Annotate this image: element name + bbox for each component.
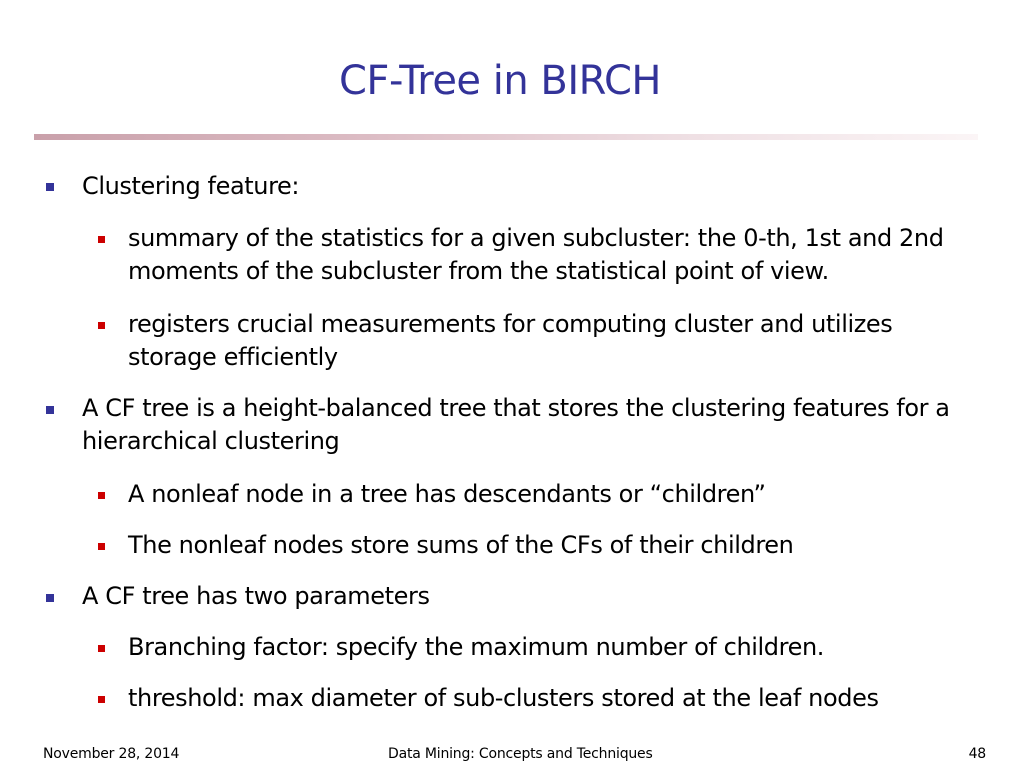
footer-course-title: Data Mining: Concepts and Techniques	[388, 746, 653, 762]
sub-bullet-marker-icon	[98, 543, 105, 550]
sub-bullet-item: registers crucial measurements for computing cluster and utilizes storage efficiently	[128, 310, 893, 371]
sub-bullet-marker-icon	[98, 696, 105, 703]
sub-bullet-marker-icon	[98, 645, 105, 652]
sub-bullet-item: The nonleaf nodes store sums of the CFs of their children	[128, 531, 794, 559]
slide-title: CF-Tree in BIRCH	[339, 58, 661, 104]
bullet-item: A CF tree has two parameters	[82, 582, 430, 610]
sub-bullet-marker-icon	[98, 492, 105, 499]
footer-page-number: 48	[968, 746, 986, 762]
bullet-marker-icon	[46, 406, 54, 414]
sub-bullet-item: threshold: max diameter of sub-clusters stored at the leaf nodes	[128, 684, 879, 712]
bullet-item: A CF tree is a height-balanced tree that stores the clustering features for a hierarchical clustering	[82, 394, 950, 455]
sub-bullet-item: summary of the statistics for a given subcluster: the 0-th, 1st and 2nd moments of the subcluster from the statistical point of view.	[128, 224, 944, 285]
sub-bullet-marker-icon	[98, 236, 105, 243]
sub-bullet-item: A nonleaf node in a tree has descendants or “children”	[128, 480, 766, 508]
sub-bullet-item: Branching factor: specify the maximum number of children.	[128, 633, 824, 661]
bullet-marker-icon	[46, 594, 54, 602]
bullet-item: Clustering feature:	[82, 172, 300, 200]
sub-bullet-marker-icon	[98, 322, 105, 329]
bullet-marker-icon	[46, 183, 54, 191]
footer-date: November 28, 2014	[43, 746, 180, 762]
